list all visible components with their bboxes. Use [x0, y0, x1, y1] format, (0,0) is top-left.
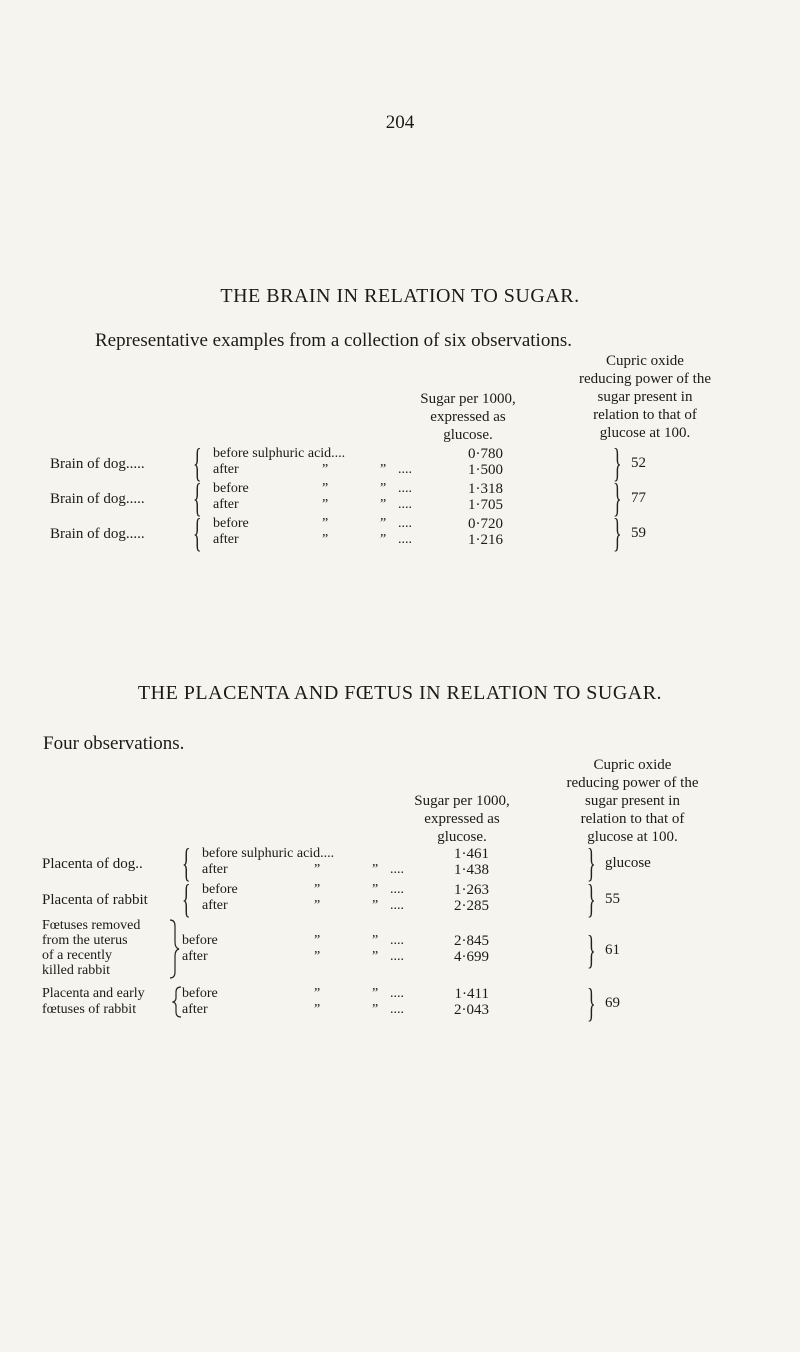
left-brace: { — [182, 876, 191, 921]
before-value: 0·720 — [468, 516, 503, 532]
right-brace: } — [587, 840, 596, 885]
column-header-sugar: Sugar per 1000, expressed as glucose. — [420, 391, 516, 443]
row-label: from the uterus — [42, 933, 128, 948]
after-label: after — [202, 862, 228, 877]
right-brace: } — [613, 475, 622, 520]
before-label: before — [213, 516, 249, 531]
left-brace — [172, 986, 182, 1018]
row-label: Placenta and early — [42, 986, 145, 1001]
before-label: before — [182, 986, 218, 1001]
row-label: Brain of dog..... — [50, 456, 145, 472]
section-subtitle-placenta: Four observations. — [43, 733, 185, 754]
row-label: Placenta of rabbit — [42, 892, 148, 908]
row-label: of a recently — [42, 948, 112, 963]
row-label: fœtuses of rabbit — [42, 1002, 137, 1017]
column-header-sugar: Sugar per 1000, expressed as glucose. — [414, 793, 510, 845]
before-label: before — [182, 933, 218, 948]
before-value: 2·845 — [454, 933, 489, 949]
section-title-brain: THE BRAIN IN RELATION TO SUGAR. — [220, 285, 580, 307]
after-label: after — [182, 1002, 208, 1017]
result-value: 59 — [631, 525, 646, 541]
result-value: 52 — [631, 455, 646, 471]
left-brace: { — [193, 510, 202, 555]
after-value: 1·705 — [468, 497, 503, 513]
right-brace: } — [613, 510, 622, 555]
before-label: before — [202, 882, 238, 897]
before-value: 1·411 — [454, 986, 489, 1002]
right-brace: } — [587, 876, 596, 921]
result-value: glucose — [605, 855, 651, 871]
after-value: 4·699 — [454, 949, 489, 965]
row-label: killed rabbit — [42, 963, 111, 978]
after-value: 2·285 — [454, 898, 489, 914]
after-label: after — [213, 532, 239, 547]
left-brace: { — [193, 440, 202, 485]
result-value: 55 — [605, 891, 620, 907]
before-label: before — [213, 481, 249, 496]
right-brace: } — [587, 927, 596, 972]
right-brace — [167, 918, 181, 980]
after-value: 2·043 — [454, 1002, 489, 1018]
section-title-placenta: THE PLACENTA AND FŒTUS IN RELATION TO SUGAR. — [137, 682, 663, 704]
before-value: 1·461 — [454, 846, 489, 862]
column-header-cupric: Cupric oxide reducing power of the sugar present in relation to that of glucose at 100. — [578, 353, 712, 441]
page-number: 204 — [385, 112, 415, 133]
after-label: after — [213, 497, 239, 512]
before-value: 0·780 — [468, 446, 503, 462]
left-brace: { — [193, 475, 202, 520]
right-brace: } — [587, 980, 596, 1025]
row-label: Brain of dog..... — [50, 526, 145, 542]
result-value: 61 — [605, 942, 620, 958]
after-value: 1·438 — [454, 862, 489, 878]
after-value: 1·500 — [468, 462, 503, 478]
after-value: 1·216 — [468, 532, 503, 548]
row-label: Brain of dog..... — [50, 491, 145, 507]
right-brace: } — [613, 440, 622, 485]
result-value: 69 — [605, 995, 620, 1011]
before-label: before sulphuric acid.... — [213, 446, 346, 461]
column-header-cupric: Cupric oxide reducing power of the sugar present in relation to that of glucose at 100. — [566, 757, 699, 845]
row-label: Fœtuses removed — [42, 918, 141, 933]
row-label: Placenta of dog.. — [42, 856, 143, 872]
before-label: before sulphuric acid.... — [202, 846, 335, 861]
after-label: after — [182, 949, 208, 964]
before-value: 1·263 — [454, 882, 489, 898]
after-label: after — [202, 898, 228, 913]
left-brace: { — [182, 840, 191, 885]
section-subtitle-brain: Representative examples from a collection of six observations. — [95, 330, 572, 351]
before-value: 1·318 — [468, 481, 503, 497]
after-label: after — [213, 462, 239, 477]
result-value: 77 — [631, 490, 646, 506]
